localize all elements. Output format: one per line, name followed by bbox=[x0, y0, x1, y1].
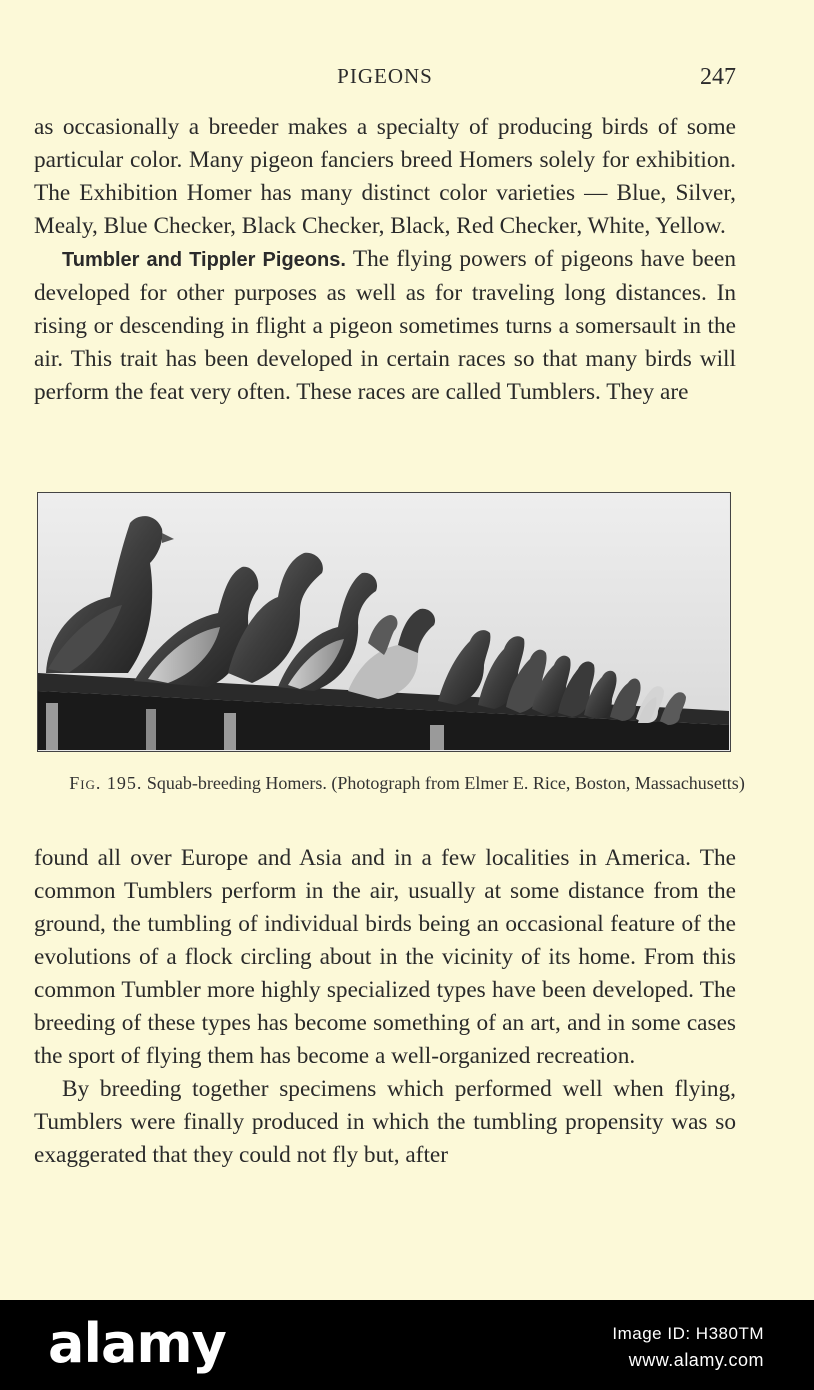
figure-caption bbox=[60, 770, 754, 796]
figure-photograph-homers bbox=[37, 492, 731, 752]
paragraph-breeding: By breeding together specimens which performed well when flying, Tumblers were finally produced in which the tumbling propensity was so exaggerated that they could not fly but, after bbox=[34, 1076, 736, 1168]
page-number: 247 bbox=[700, 64, 736, 90]
image-id-label: Image ID: H380TM bbox=[612, 1324, 764, 1343]
paragraph-text: The flying powers of pigeons have been developed for other purposes as well as for traveling long distances. In rising or descending in flight a pigeon sometimes turns a somersault in the air. This trait has been developed in certain races so that many birds will perform the feat very often. These races are called Tumblers. They are bbox=[34, 246, 736, 405]
text-block-top bbox=[34, 111, 736, 409]
watermark-banner bbox=[0, 1300, 814, 1390]
text-block-bottom bbox=[34, 842, 736, 1172]
paragraph-tumblers-found: found all over Europe and Asia and in a few localities in America. The common Tumblers perform in the air, usually at some distance from the ground, the tumbling of individual birds being an occasional feature of the evolutions of a flock circling about in the vicinity of its home. From this common Tumbler more highly specialized types have been developed. The breeding of these types has become something of an art, and in some cases the sport of flying them has become a well-organized recreation. bbox=[34, 845, 736, 1069]
running-title: PIGEONS bbox=[337, 64, 433, 88]
section-heading: Tumbler and Tippler Pigeons. bbox=[62, 249, 346, 271]
paragraph-tumbler-tippler bbox=[34, 243, 736, 409]
running-head bbox=[34, 64, 736, 92]
paragraph-continuation: as occasionally a breeder makes a specialty of producing birds of some particular color. Many pigeon fanciers breed Homers solely for exhibition. The Exhibition Homer has many distinct color varieties — Blue, Silver, Mealy, Blue Checker, Black Checker, Black, Red Checker, White, Yellow. bbox=[34, 114, 736, 239]
site-url: www.alamy.com bbox=[628, 1350, 764, 1370]
figure-label: Fig. 195. bbox=[69, 773, 143, 793]
figure-caption-text: Squab-breeding Homers. (Photograph from Elmer E. Rice, Boston, Massachusetts) bbox=[142, 773, 745, 793]
pigeons-photograph bbox=[38, 493, 729, 750]
alamy-logo: alamy bbox=[48, 1312, 226, 1375]
